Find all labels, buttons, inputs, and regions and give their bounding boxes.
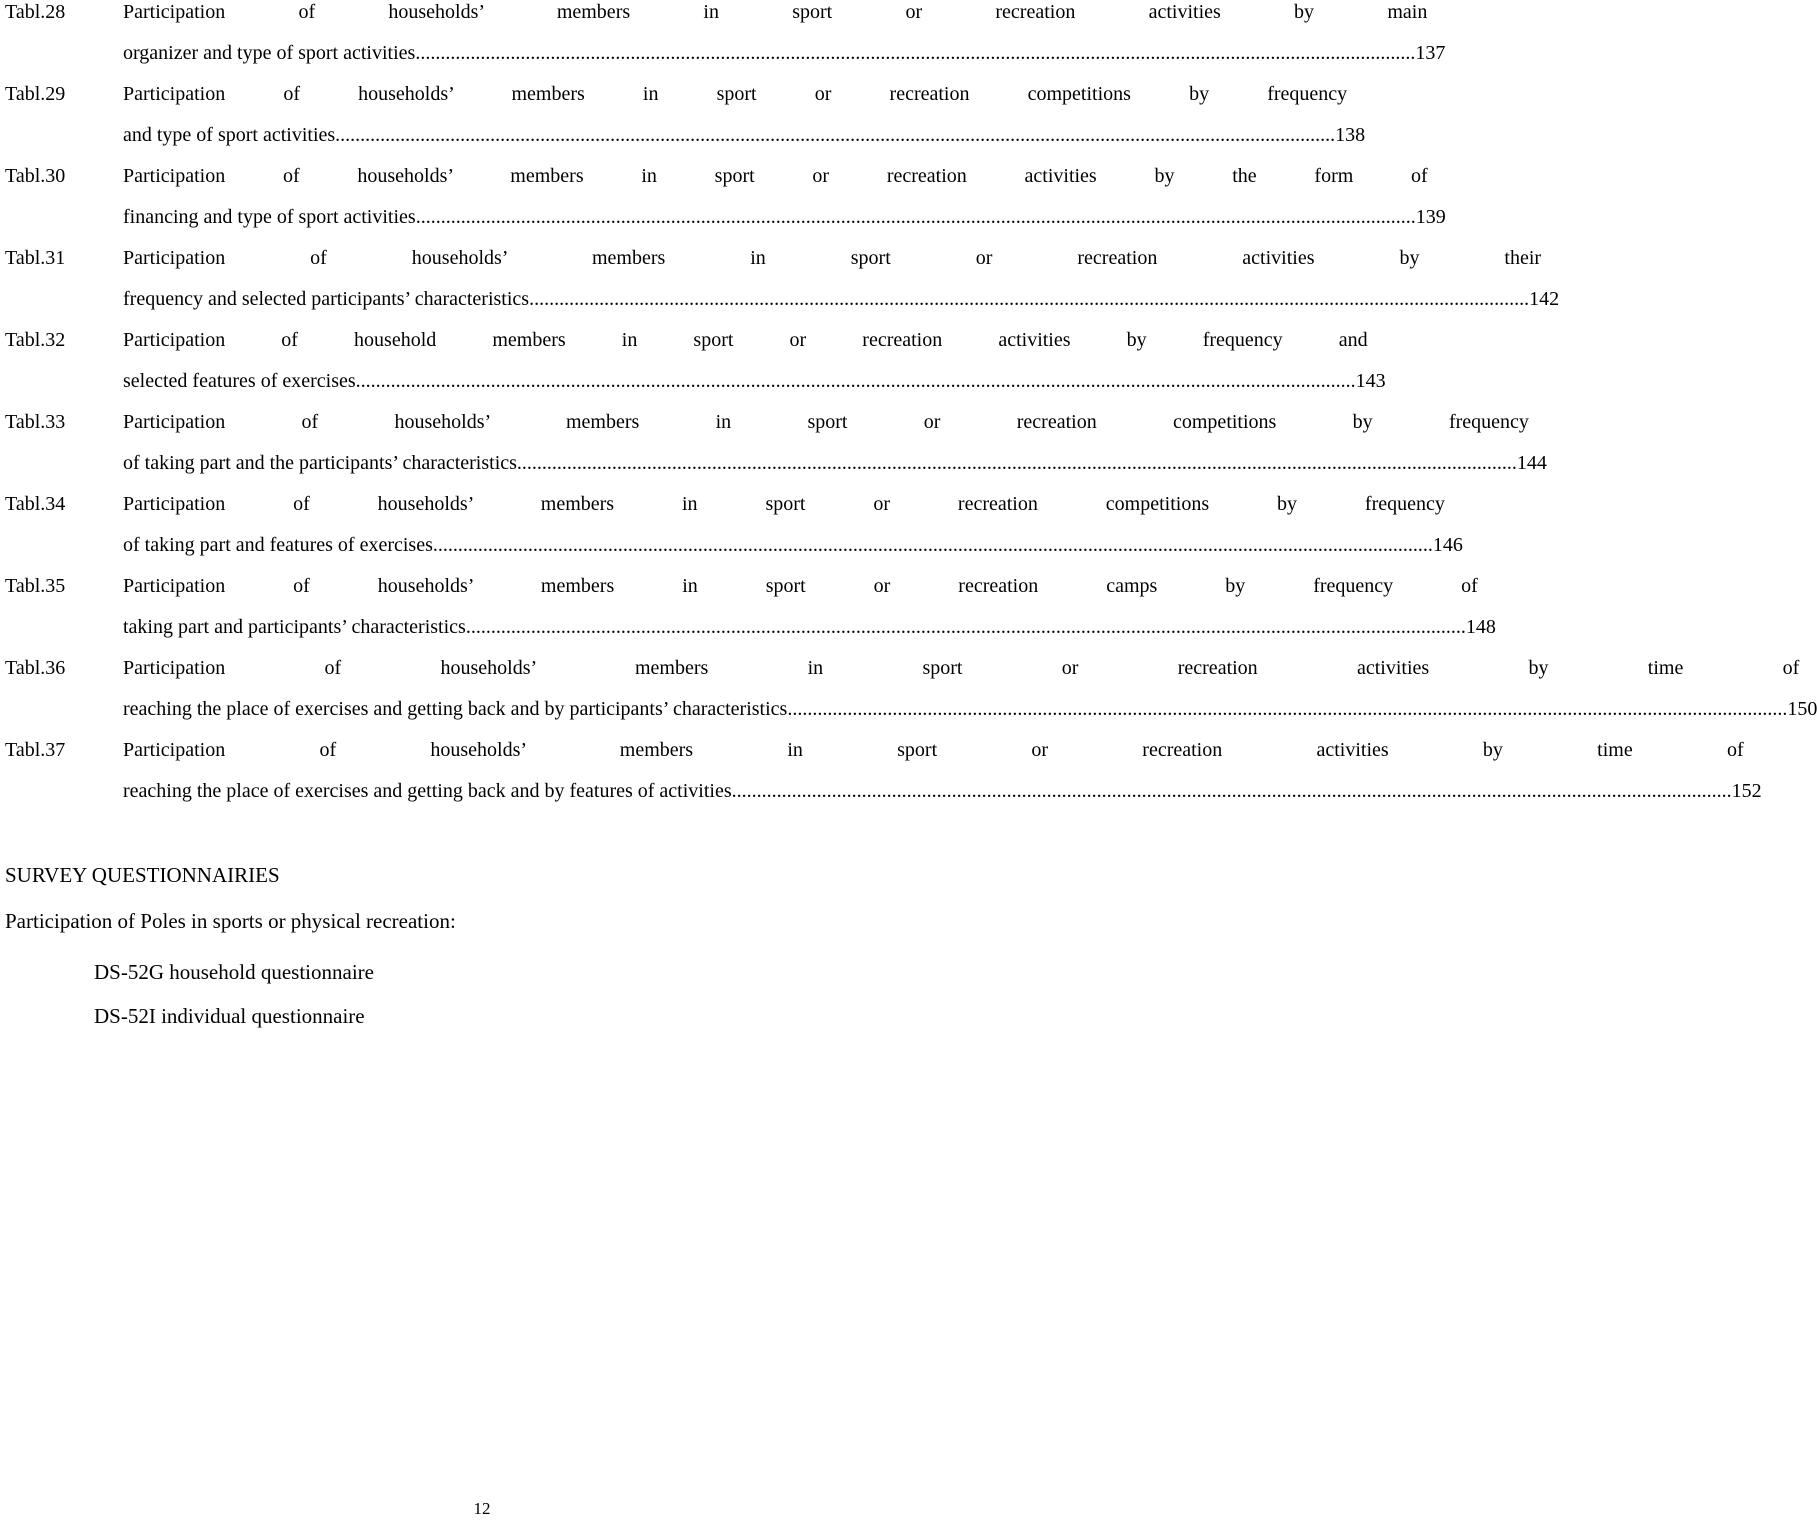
toc-entry-title-line1: Participation of households’ members in sport or recreation camps by frequency of [123,575,1478,597]
section-heading: SURVEY QUESTIONNAIRIES [5,863,280,887]
toc-entry-title-line1: Participation of households’ members in sport or recreation competitions by frequency [123,411,1529,433]
dot-leader: ........................................................................................................................................................................................................ [355,370,1356,392]
toc-entry-title [123,320,1386,402]
toc-entry[interactable] [5,648,1817,730]
toc-entry[interactable] [5,156,1446,238]
toc-entry-title [123,156,1446,238]
toc-entry[interactable] [5,0,1446,74]
toc-entry-title-line2-text: organizer and type of sport activities [123,42,416,64]
toc-entry-title [123,74,1365,156]
toc-entry-title-line2 [123,197,1446,238]
dot-leader: ........................................................................................................................................................................................................ [787,698,1788,720]
toc-entry-title [123,402,1547,484]
toc-entry-number: Tabl.34 [5,493,66,515]
toc-entry-number: Tabl.30 [5,165,66,187]
toc-entry-title-line2-text: of taking part and features of exercises [123,534,433,556]
toc-entry-title-line2-text: financing and type of sport activities [123,206,416,228]
toc-entry-title [123,238,1559,320]
toc-entry-page: 144 [1516,452,1547,474]
toc-entry-title-line1: Participation of households’ members in sport or recreation competitions by frequency [123,493,1445,515]
toc-entry-title-line2 [123,443,1547,484]
toc-entry-title-line2 [123,115,1365,156]
toc-entry[interactable] [5,402,1547,484]
toc-entry-title-line2-text: reaching the place of exercises and getting back and by participants’ characteristics [123,698,788,720]
toc-entry-title-line1: Participation of households’ members in sport or recreation activities by their [123,247,1542,269]
toc-entry-title [123,648,1817,730]
toc-entry-title-line2 [123,525,1463,566]
toc-entry-page: 138 [1335,124,1366,146]
dot-leader: ........................................................................................................................................................................................................ [516,452,1517,474]
dot-leader: ........................................................................................................................................................................................................ [415,206,1416,228]
toc-entry-number: Tabl.29 [5,83,66,105]
toc-entry-title-line2-text: of taking part and the participants’ characteristics [123,452,517,474]
toc-entry[interactable] [5,238,1560,320]
toc-entry[interactable] [5,484,1463,566]
toc-entry-number: Tabl.32 [5,329,66,351]
toc-entry-title-line1: Participation of households’ members in sport or recreation activities by main [123,1,1428,23]
toc-entry[interactable] [5,74,1366,156]
toc-entry-page: 137 [1415,42,1446,64]
toc-entry-title-line2 [123,33,1445,74]
toc-entry-title [123,730,1762,812]
dot-leader: ........................................................................................................................................................................................................ [731,780,1732,802]
toc-entry-title-line2 [123,771,1762,812]
toc-entry-title-line2-text: taking part and participants’ characteristics [123,616,466,638]
toc-entry-title-line2 [123,689,1817,730]
toc-entry-page: 150 [1787,698,1817,720]
toc-entry-title [123,0,1445,74]
toc-entry-page: 152 [1731,780,1762,802]
toc-entry-title [123,484,1463,566]
toc-entry-page: 143 [1355,370,1386,392]
toc-entry-title-line1: Participation of households’ members in sport or recreation activities by the form of [123,165,1428,187]
toc-entry[interactable] [5,320,1386,402]
table-of-contents [5,0,1817,812]
toc-entry-page: 139 [1415,206,1446,228]
toc-entry-title-line2-text: and type of sport activities [123,124,336,146]
section-intro: Participation of Poles in sports or physical recreation: [5,909,456,933]
questionnaire-list [94,950,374,1038]
toc-entry-number: Tabl.31 [5,247,66,269]
page-number: 12 [473,1499,491,1518]
toc-entry-number: Tabl.35 [5,575,66,597]
toc-entry-title-line2 [123,607,1496,648]
dot-leader: ........................................................................................................................................................................................................ [415,42,1416,64]
toc-entry-page: 148 [1465,616,1496,638]
toc-entry-title-line2-text: frequency and selected participants’ characteristics [123,288,530,310]
toc-entry-page: 142 [1529,288,1560,310]
toc-entry-number: Tabl.28 [5,1,66,23]
toc-entry-title-line2 [123,279,1559,320]
toc-entry-number: Tabl.37 [5,739,66,761]
toc-entry[interactable] [5,566,1496,648]
toc-entry-page: 146 [1432,534,1463,556]
toc-entry-title-line2-text: reaching the place of exercises and getting back and by features of activities [123,780,732,802]
toc-entry-title-line1: Participation of households’ members in sport or recreation competitions by frequency [123,83,1348,105]
dot-leader: ........................................................................................................................................................................................................ [529,288,1530,310]
dot-leader: ........................................................................................................................................................................................................ [465,616,1466,638]
dot-leader: ........................................................................................................................................................................................................ [432,534,1433,556]
toc-entry[interactable] [5,730,1762,812]
list-item: DS-52G household questionnaire [94,960,374,984]
toc-entry-title-line1: Participation of household members in sport or recreation activities by frequency and [123,329,1368,351]
toc-entry-title [123,566,1496,648]
list-item: DS-52I individual questionnaire [94,1004,365,1028]
dot-leader: ........................................................................................................................................................................................................ [335,124,1336,146]
toc-entry-number: Tabl.33 [5,411,66,433]
toc-entry-title-line1: Participation of households’ members in sport or recreation activities by time of [123,739,1744,761]
toc-entry-title-line2 [123,361,1386,402]
toc-entry-title-line2-text: selected features of exercises [123,370,356,392]
toc-entry-number: Tabl.36 [5,657,66,679]
toc-entry-title-line1: Participation of households’ members in sport or recreation activities by time of [123,657,1800,679]
